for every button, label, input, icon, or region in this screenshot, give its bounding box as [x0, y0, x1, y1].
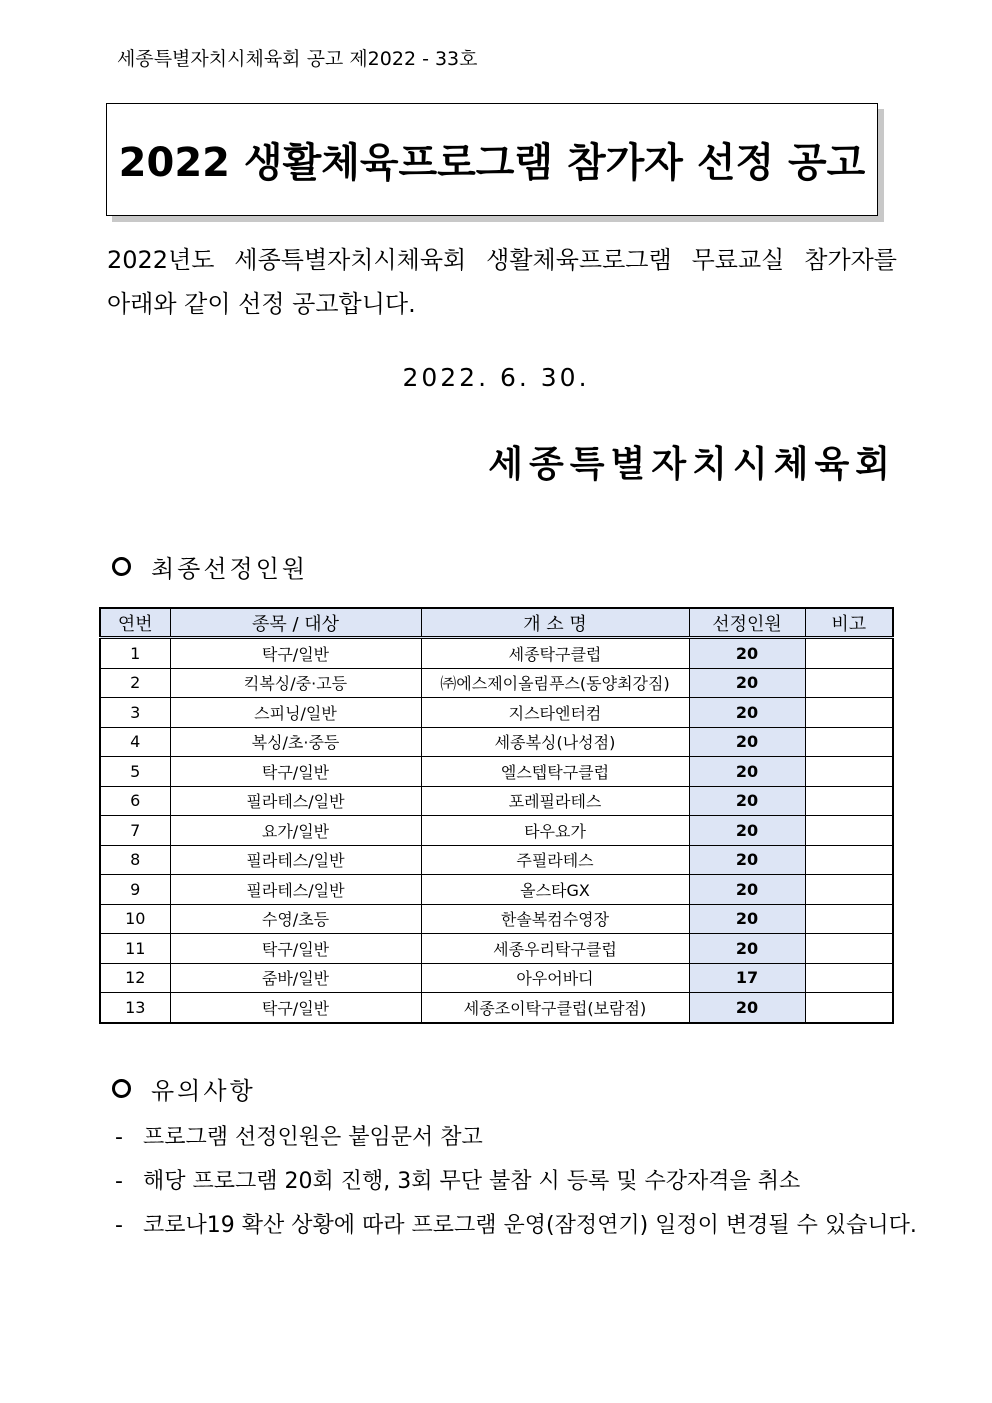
notes-list — [115, 1116, 917, 1248]
cell-note — [805, 727, 893, 757]
note-dash: - — [115, 1213, 123, 1238]
cell-type: 스피닝/일반 — [170, 698, 421, 728]
cell-type: 필라테스/일반 — [170, 845, 421, 875]
table-row — [100, 698, 893, 728]
column-header-note: 비고 — [805, 608, 893, 638]
cell-type: 탁구/일반 — [170, 757, 421, 787]
cell-count: 20 — [689, 993, 805, 1023]
cell-seq: 4 — [100, 727, 170, 757]
cell-note — [805, 904, 893, 934]
page-title: 2022 생활체육프로그램 참가자 선정 공고 — [118, 140, 866, 186]
cell-count: 20 — [689, 698, 805, 728]
cell-count: 20 — [689, 757, 805, 787]
table-row — [100, 934, 893, 964]
cell-seq: 3 — [100, 698, 170, 728]
cell-note — [805, 757, 893, 787]
cell-name: ㈜에스제이올림푸스(동양최강짐) — [421, 668, 689, 698]
cell-seq: 1 — [100, 638, 170, 669]
cell-count: 20 — [689, 904, 805, 934]
cell-type: 탁구/일반 — [170, 993, 421, 1023]
cell-count: 20 — [689, 727, 805, 757]
cell-name: 올스타GX — [421, 875, 689, 905]
cell-seq: 8 — [100, 845, 170, 875]
table-row — [100, 993, 893, 1023]
column-header-count: 선정인원 — [689, 608, 805, 638]
cell-count: 17 — [689, 963, 805, 993]
selection-table — [99, 607, 894, 1024]
cell-note — [805, 668, 893, 698]
cell-name: 지스타엔터컴 — [421, 698, 689, 728]
cell-name: 아우어바디 — [421, 963, 689, 993]
table-row — [100, 757, 893, 787]
circle-bullet-icon — [112, 557, 131, 576]
cell-type: 수영/초등 — [170, 904, 421, 934]
cell-seq: 2 — [100, 668, 170, 698]
cell-type: 필라테스/일반 — [170, 875, 421, 905]
cell-seq: 9 — [100, 875, 170, 905]
announcement-date: 2022. 6. 30. — [402, 363, 590, 392]
note-item — [115, 1204, 917, 1248]
cell-seq: 10 — [100, 904, 170, 934]
section-notes-title: 유의사항 — [151, 1077, 256, 1105]
cell-type: 요가/일반 — [170, 816, 421, 846]
section-notes-heading — [107, 1071, 256, 1106]
note-item — [115, 1160, 917, 1204]
column-header-seq: 연번 — [100, 608, 170, 638]
cell-type: 복싱/초·중등 — [170, 727, 421, 757]
cell-count: 20 — [689, 845, 805, 875]
cell-type: 탁구/일반 — [170, 638, 421, 669]
cell-type: 탁구/일반 — [170, 934, 421, 964]
cell-name: 세종조이탁구클럽(보람점) — [421, 993, 689, 1023]
note-dash: - — [115, 1125, 123, 1150]
cell-note — [805, 993, 893, 1023]
cell-name: 주필라테스 — [421, 845, 689, 875]
cell-count: 20 — [689, 786, 805, 816]
column-header-type: 종목 / 대상 — [170, 608, 421, 638]
cell-note — [805, 786, 893, 816]
cell-note — [805, 875, 893, 905]
cell-note — [805, 845, 893, 875]
circle-bullet-icon — [112, 1079, 131, 1098]
cell-name: 타우요가 — [421, 816, 689, 846]
cell-type: 줌바/일반 — [170, 963, 421, 993]
table-row — [100, 963, 893, 993]
organization-name: 세종특별자치시체육회 — [488, 444, 896, 485]
section-final-heading — [107, 549, 308, 584]
cell-count: 20 — [689, 668, 805, 698]
table-header-row — [100, 608, 893, 638]
cell-name: 세종탁구클럽 — [421, 638, 689, 669]
cell-note — [805, 816, 893, 846]
cell-type: 킥복싱/중·고등 — [170, 668, 421, 698]
table-row — [100, 875, 893, 905]
cell-note — [805, 963, 893, 993]
cell-seq: 6 — [100, 786, 170, 816]
cell-note — [805, 698, 893, 728]
note-text: 코로나19 확산 상황에 따라 프로그램 운영(잠정연기) 일정이 변경될 수 있습니다. — [143, 1213, 917, 1238]
title-box — [106, 103, 878, 216]
cell-seq: 5 — [100, 757, 170, 787]
note-text: 해당 프로그램 20회 진행, 3회 무단 불참 시 등록 및 수강자격을 취소 — [143, 1169, 801, 1194]
cell-count: 20 — [689, 816, 805, 846]
cell-seq: 7 — [100, 816, 170, 846]
table-row — [100, 638, 893, 669]
cell-name: 한솔복컴수영장 — [421, 904, 689, 934]
table-row — [100, 786, 893, 816]
column-header-name: 개 소 명 — [421, 608, 689, 638]
cell-note — [805, 934, 893, 964]
table-row — [100, 816, 893, 846]
cell-count: 20 — [689, 875, 805, 905]
note-item — [115, 1116, 917, 1160]
cell-seq: 11 — [100, 934, 170, 964]
cell-type: 필라테스/일반 — [170, 786, 421, 816]
intro-line-2: 아래와 같이 선정 공고합니다. — [107, 290, 416, 318]
note-text: 프로그램 선정인원은 붙임문서 참고 — [143, 1125, 483, 1150]
table-row — [100, 904, 893, 934]
cell-seq: 12 — [100, 963, 170, 993]
cell-name: 포레필라테스 — [421, 786, 689, 816]
note-dash: - — [115, 1169, 123, 1194]
cell-count: 20 — [689, 934, 805, 964]
cell-name: 엘스텝탁구클럽 — [421, 757, 689, 787]
cell-count: 20 — [689, 638, 805, 669]
table-row — [100, 845, 893, 875]
intro-line-1: 2022년도 세종특별자치시체육회 생활체육프로그램 무료교실 참가자를 — [107, 246, 897, 274]
intro-paragraph — [107, 238, 897, 326]
section-final-title: 최종선정인원 — [151, 555, 309, 583]
cell-seq: 13 — [100, 993, 170, 1023]
cell-name: 세종우리탁구클럽 — [421, 934, 689, 964]
document-number: 세종특별자치시체육회 공고 제2022 - 33호 — [117, 48, 478, 70]
cell-name: 세종복싱(나성점) — [421, 727, 689, 757]
table-row — [100, 668, 893, 698]
table-row — [100, 727, 893, 757]
cell-note — [805, 638, 893, 669]
